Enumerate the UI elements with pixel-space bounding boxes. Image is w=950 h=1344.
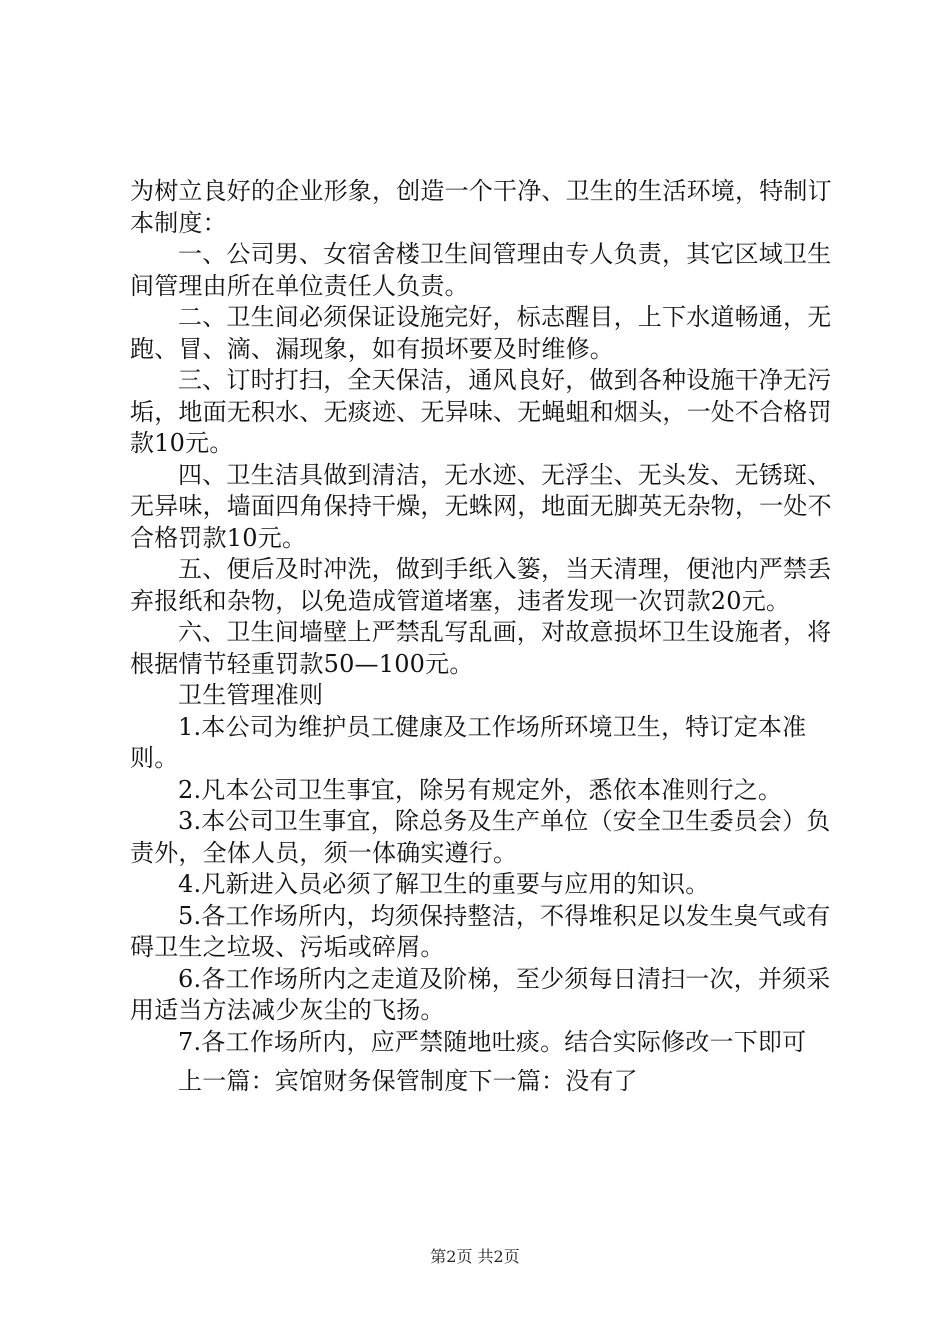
guideline-item-5: 5.各工作场所内，均须保持整洁，不得堆积足以发生臭气或有碍卫生之垃圾、污垢或碎屑。: [130, 901, 831, 961]
guideline-item-2: 2.凡本公司卫生事宜，除另有规定外，悉依本准则行之。: [178, 775, 783, 804]
guideline-item-6: 6.各工作场所内之走道及阶梯，至少须每日清扫一次，并须采用适当方法减少灰尘的飞扬。: [130, 964, 831, 1024]
rule-paragraph-1: 一、公司男、女宿舍楼卫生间管理由专人负责，其它区域卫生间管理由所在单位责任人负责。: [130, 240, 832, 300]
guideline-item-4: 4.凡新进入员必须了解卫生的重要与应用的知识。: [178, 870, 710, 898]
rule-paragraph-5: 五、便后及时冲洗，做到手纸入篓，当天清理，便池内严禁丢弃报纸和杂物，以免造成管道堵塞，违者发现一次罚款20元。: [130, 555, 832, 615]
guideline-item-3: 3.本公司卫生事宜，除总务及生产单位（安全卫生委员会）负责外，全体人员，须一体确实遵行。: [130, 807, 831, 867]
prev-next-navigation[interactable]: 上一篇：宾馆财务保管制度下一篇：没有了: [178, 1067, 638, 1095]
rule-paragraph-6: 六、卫生间墙壁上严禁乱写乱画，对故意损坏卫生设施者，将根据情节轻重罚款50—100元。: [130, 618, 832, 678]
page-number-footer: 第2页 共2页: [430, 1247, 520, 1266]
guideline-item-1: 1.本公司为维护员工健康及工作场所环境卫生，特订定本准则。: [130, 712, 807, 772]
guideline-item-7: 7.各工作场所内，应严禁随地吐痰。结合实际修改一下即可: [178, 1027, 807, 1056]
rule-paragraph-3: 三、订时打扫，全天保洁，通风良好，做到各种设施干净无污垢，地面无积水、无痰迹、无异味、无蝇蛆和烟头，一处不合格罚款10元。: [130, 366, 832, 457]
rule-paragraph-2: 二、卫生间必须保证设施完好，标志醒目，上下水道畅通，无跑、冒、滴、漏现象，如有损坏要及时维修。: [130, 303, 832, 363]
rule-paragraph-4: 四、卫生洁具做到清洁，无水迹、无浮尘、无头发、无锈斑、无异味，墙面四角保持干燥，无蛛网，地面无脚英无杂物，一处不合格罚款10元。: [130, 460, 832, 552]
document-body: [130, 176, 834, 1098]
section-heading: 卫生管理准则: [178, 681, 324, 709]
intro-paragraph: 为树立良好的企业形象，创造一个干净、卫生的生活环境，特制订本制度：: [130, 177, 832, 237]
